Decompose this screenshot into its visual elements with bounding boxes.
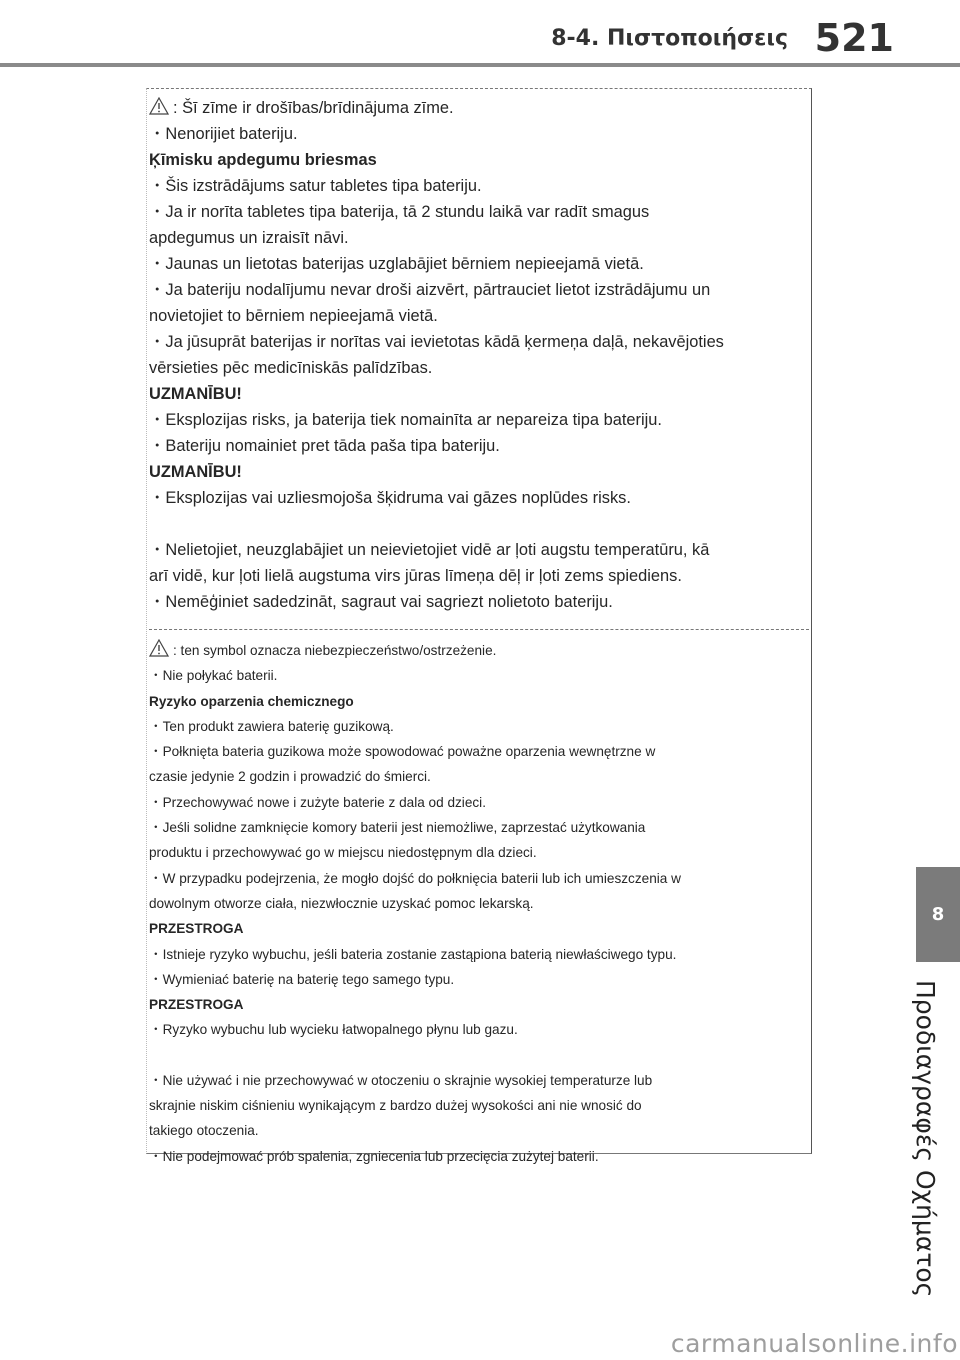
latvian-text-line: ・Ja bateriju nodalījumu nevar droši aizvērt, pārtrauciet lietot izstrādājumu un bbox=[149, 281, 711, 299]
latvian-text-line: ・Bateriju nomainiet pret tāda paša tipa bateriju. bbox=[149, 437, 500, 455]
polish-text-line: ・Połknięta bateria guzikowa może spowodować poważne oparzenia wewnętrzne w bbox=[149, 744, 656, 760]
polish-text-line: ・Nie używać i nie przechowywać w otoczeniu o skrajnie wysokiej temperaturze lub bbox=[149, 1072, 653, 1088]
polish-text-line: ・Wymieniać baterię na baterię tego samego typu. bbox=[149, 971, 455, 987]
latvian-lines bbox=[149, 121, 809, 615]
polish-text-line: Ryzyko oparzenia chemicznego bbox=[149, 693, 354, 709]
latvian-text-line: ・Nenorijiet bateriju. bbox=[149, 125, 298, 143]
watermark: carmanualsonline.info bbox=[670, 1329, 958, 1358]
polish-text-line: ・W przypadku podejrzenia, że mogło dojść do połknięcia baterii lub ich umieszczenia w bbox=[149, 870, 681, 886]
latvian-text-line: ・Nelietojiet, neuzglabājiet un neievietojiet vidē ar ļoti augstu temperatūru, kā bbox=[149, 541, 710, 559]
latvian-text-line: arī vidē, kur ļoti lielā augstuma virs jūras līmeņa dēļ ir ļoti zems spiediens. bbox=[149, 567, 682, 585]
polish-text-line: ・Ten produkt zawiera baterię guzikową. bbox=[149, 718, 394, 734]
latvian-text-line: Ķīmisku apdegumu briesmas bbox=[149, 151, 377, 169]
chapter-tab: 8 bbox=[916, 867, 960, 962]
latvian-text-line: UZMANĪBU! bbox=[149, 385, 242, 403]
latvian-text-line: novietojiet to bērniem nepieejamā vietā. bbox=[149, 307, 438, 325]
latvian-text-line: ・Eksplozijas vai uzliesmojoša šķidruma vai gāzes noplūdes risks. bbox=[149, 489, 631, 507]
latvian-text-line: UZMANĪBU! bbox=[149, 463, 242, 481]
polish-text-line: skrajnie niskim ciśnieniu wynikającym z bardzo dużej wysokości ani nie wnosić do bbox=[149, 1098, 642, 1114]
section-title: 8-4. Πιστοποιήσεις bbox=[551, 26, 788, 51]
latvian-text-line: vērsieties pēc medicīniskās palīdzības. bbox=[149, 359, 433, 377]
polish-text-line: ・Ryzyko wybuchu lub wycieku łatwopalnego płynu lub gazu. bbox=[149, 1022, 518, 1038]
polish-text-line: produktu i przechowywać go w miejscu niedostępnym dla dzieci. bbox=[149, 845, 537, 861]
latvian-text-line: ・Ja jūsuprāt baterijas ir norītas vai ievietotas kādā ķermeņa daļā, nekavējoties bbox=[149, 333, 724, 351]
certification-text-box bbox=[146, 88, 812, 1164]
warning-triangle-icon bbox=[149, 97, 169, 115]
latvian-text-line: ・Šis izstrādājums satur tabletes tipa bateriju. bbox=[149, 177, 482, 195]
polish-text-line: ・Nie podejmować prób spalenia, zgniecenia lub przecięcia zużytej baterii. bbox=[149, 1148, 599, 1164]
latvian-text-line: ・Jaunas un lietotas baterijas uzglabājiet bērniem nepieejamā vietā. bbox=[149, 255, 644, 273]
latvian-section bbox=[149, 95, 809, 615]
polish-text-line: takiego otoczenia. bbox=[149, 1123, 259, 1139]
latvian-text-line: ・Eksplozijas risks, ja baterija tiek nomainīta ar nepareiza tipa bateriju. bbox=[149, 411, 662, 429]
polish-symbol-text: : ten symbol oznacza niebezpieczeństwo/ostrzeżenie. bbox=[173, 643, 497, 658]
polish-text-line: czasie jedynie 2 godzin i prowadzić do śmierci. bbox=[149, 769, 431, 785]
polish-text-line: ・Nie połykać baterii. bbox=[149, 668, 278, 684]
polish-text-line: ・Przechowywać nowe i zużyte baterie z dala od dzieci. bbox=[149, 794, 486, 810]
latvian-symbol-text: : Šī zīme ir drošības/brīdinājuma zīme. bbox=[173, 99, 454, 117]
latvian-text-line: ・Ja ir norīta tabletes tipa baterija, tā 2 stundu laikā var radīt smagus bbox=[149, 203, 650, 221]
page-number: 521 bbox=[814, 16, 894, 60]
polish-section bbox=[149, 629, 809, 1169]
latvian-text-line: apdegumus un izraisīt nāvi. bbox=[149, 229, 349, 247]
polish-lines bbox=[149, 663, 809, 1169]
polish-symbol-line bbox=[149, 638, 809, 663]
warning-triangle-icon bbox=[149, 639, 169, 657]
latvian-text-line: ・Nemēģiniet sadedzināt, sagraut vai sagriezt nolietoto bateriju. bbox=[149, 593, 613, 611]
polish-text-line: ・Jeśli solidne zamknięcie komory baterii jest niemożliwe, zaprzestać użytkowania bbox=[149, 820, 646, 836]
header-rule bbox=[0, 63, 960, 67]
polish-text-line: dowolnym otworze ciała, niezwłocznie uzyskać pomoc lekarską. bbox=[149, 895, 534, 911]
polish-text-line: ・Istnieje ryzyko wybuchu, jeśli bateria zostanie zastąpiona baterią niewłaściwego typu. bbox=[149, 946, 677, 962]
chapter-side-label: Προδιαγραφές Οχήματος bbox=[911, 980, 940, 1298]
polish-text-line: PRZESTROGA bbox=[149, 921, 244, 937]
latvian-symbol-line bbox=[149, 95, 809, 121]
polish-text-line: PRZESTROGA bbox=[149, 997, 244, 1013]
